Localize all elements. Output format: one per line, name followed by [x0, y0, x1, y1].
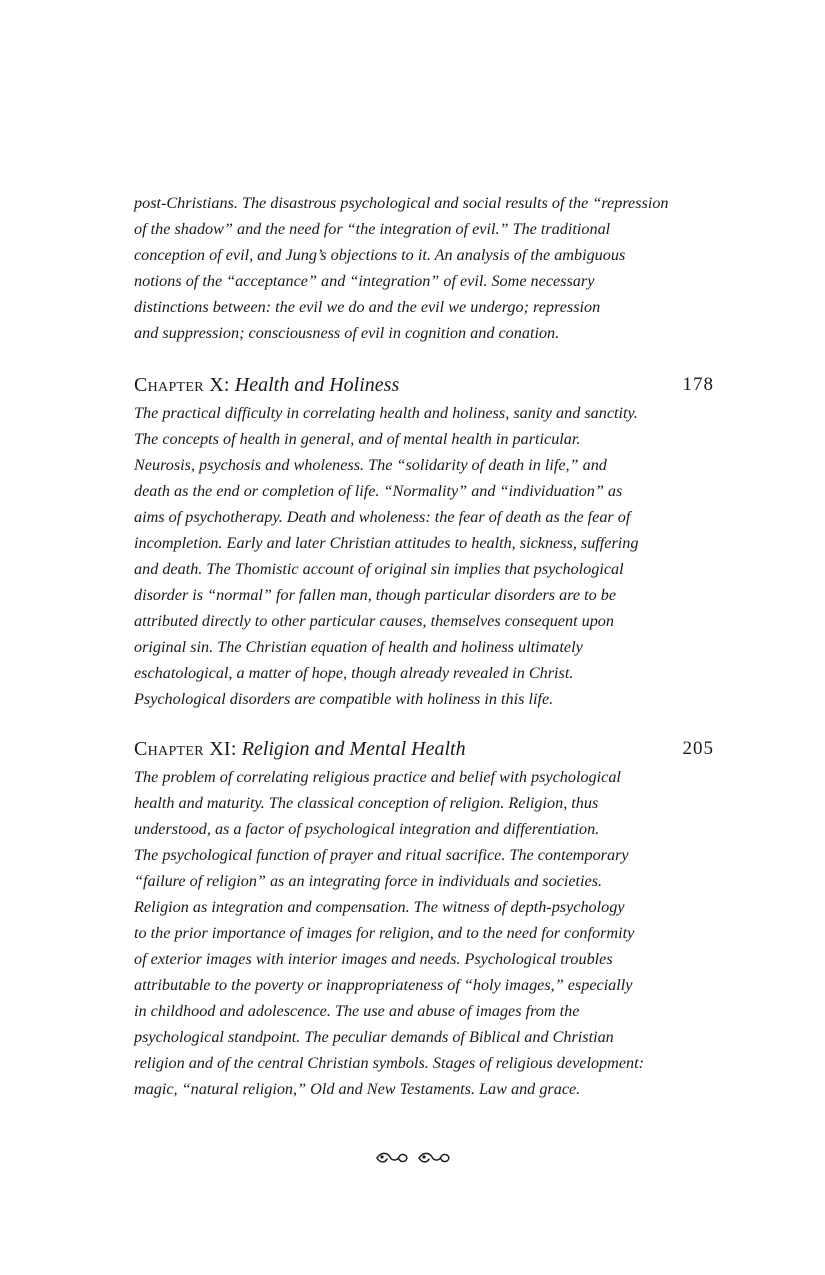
summary-line: post-Christians. The disastrous psychological and social results of the “repression: [134, 194, 669, 212]
chapter-title: Religion and Mental Health: [241, 738, 466, 760]
summary-line: and death. The Thomistic account of original sin implies that psychological: [134, 560, 624, 578]
chapter-heading: [134, 370, 714, 400]
summary-line: death as the end or completion of life. “Normality” and “individuation” as: [134, 482, 623, 500]
summary-line: original sin. The Christian equation of health and holiness ultimately: [134, 638, 583, 656]
chapter-page-number: 205: [682, 738, 714, 759]
summary-line: incompletion. Early and later Christian attitudes to health, sickness, suffering: [134, 534, 639, 552]
summary-line: to the prior importance of images for religion, and to the need for conformity: [134, 924, 635, 942]
toc-entry-chapter-x: [134, 370, 714, 712]
summary-line: distinctions between: the evil we do and the evil we undergo; repression: [134, 298, 601, 316]
summary-line: in childhood and adolescence. The use and abuse of images from the: [134, 1002, 580, 1020]
summary-line: health and maturity. The classical conception of religion. Religion, thus: [134, 794, 599, 812]
summary-line: understood, as a factor of psychological integration and differentiation.: [134, 820, 600, 838]
chapter-summary: [134, 764, 714, 1102]
chapter-number: Chapter X:: [134, 374, 230, 396]
summary-line: eschatological, a matter of hope, though already revealed in Christ.: [134, 664, 574, 682]
chapter-ix-summary-continued: [134, 190, 714, 346]
summary-line: The concepts of health in general, and of mental health in particular.: [134, 430, 581, 448]
summary-line: religion and of the central Christian symbols. Stages of religious development:: [134, 1054, 645, 1072]
summary-line: psychological standpoint. The peculiar demands of Biblical and Christian: [134, 1028, 614, 1046]
summary-line: disorder is “normal” for fallen man, though particular disorders are to be: [134, 586, 617, 604]
section-end-ornament: [0, 1148, 825, 1173]
chapter-summary: [134, 400, 714, 712]
summary-line: of exterior images with interior images and needs. Psychological troubles: [134, 950, 613, 968]
fleuron-icon: [373, 1148, 453, 1168]
summary-line: notions of the “acceptance” and “integration” of evil. Some necessary: [134, 272, 595, 290]
toc-entry-chapter-xi: [134, 734, 714, 1102]
chapter-title: Health and Holiness: [234, 374, 400, 396]
summary-line: magic, “natural religion,” Old and New Testaments. Law and grace.: [134, 1080, 581, 1098]
summary-line: attributable to the poverty or inappropriateness of “holy images,” especially: [134, 976, 633, 994]
summary-line: and suppression; consciousness of evil in cognition and conation.: [134, 324, 560, 342]
chapter-heading: [134, 734, 714, 764]
summary-line: aims of psychotherapy. Death and wholeness: the fear of death as the fear of: [134, 508, 631, 526]
summary-line: The psychological function of prayer and ritual sacrifice. The contemporary: [134, 846, 629, 864]
chapter-page-number: 178: [682, 374, 714, 395]
summary-line: The problem of correlating religious practice and belief with psychological: [134, 768, 621, 786]
summary-line: Psychological disorders are compatible with holiness in this life.: [134, 690, 554, 708]
summary-line: The practical difficulty in correlating health and holiness, sanity and sanctity.: [134, 404, 638, 422]
chapter-number: Chapter XI:: [134, 738, 237, 760]
summary-line: Religion as integration and compensation. The witness of depth-psychology: [134, 898, 625, 916]
summary-line: Neurosis, psychosis and wholeness. The “solidarity of death in life,” and: [134, 456, 607, 474]
summary-line: of the shadow” and the need for “the integration of evil.” The traditional: [134, 220, 611, 238]
summary-line: conception of evil, and Jung’s objections to it. An analysis of the ambiguous: [134, 246, 626, 264]
summary-line: attributed directly to other particular causes, themselves consequent upon: [134, 612, 614, 630]
summary-line: “failure of religion” as an integrating force in individuals and societies.: [134, 872, 603, 890]
